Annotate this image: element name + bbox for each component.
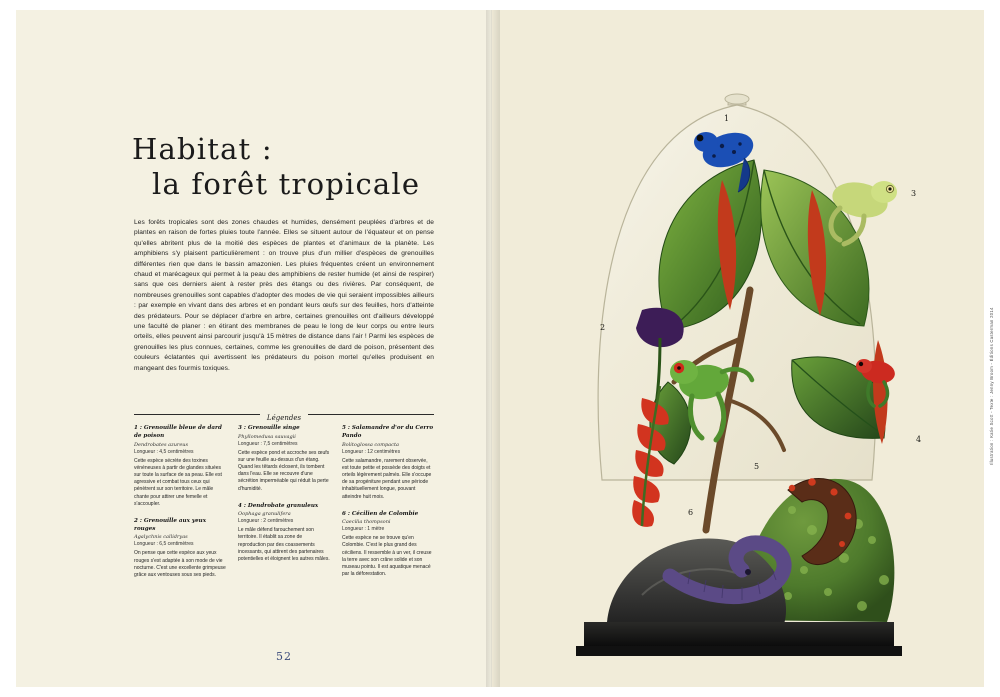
legend-column <box>134 424 227 588</box>
display-base <box>584 622 894 646</box>
salamander-spot <box>845 513 852 520</box>
legend-entry-size: Longueur : 6,5 centimètres <box>134 541 194 548</box>
legend-entry-number: 1 : <box>134 425 142 431</box>
left-page <box>16 10 492 687</box>
callout-1: 1 <box>724 114 730 123</box>
legend-entry-name: Salamandre d'or du Cerro Pando <box>342 425 434 439</box>
callout-5: 5 <box>754 462 760 471</box>
legend-entry-name: Cécilien de Colombie <box>351 510 419 517</box>
legend-entry-name: Dendrobate granuleux <box>247 502 319 509</box>
display-base-plinth <box>576 646 902 656</box>
salamander-spot <box>789 485 795 491</box>
caecilian-eye <box>745 569 751 575</box>
legend-entry-number: 4 : <box>238 502 246 509</box>
legend-entry <box>342 424 435 501</box>
legend-entry-title <box>134 424 227 440</box>
plate-svg <box>492 10 984 687</box>
legend-columns <box>134 424 436 588</box>
legend-entry-size: Longueur : 4,5 centimètres <box>134 448 194 455</box>
salamander-spot <box>839 541 845 547</box>
page-title-line-1: Habitat : <box>132 132 273 166</box>
legend-column <box>342 424 435 588</box>
legend-entry-description: Cette espèce ne se trouve qu'en Colombie. C'est le plus grand des céciliens. Il ressemble à un ver, il creuse la terre avec son crâne solide et son museau pointu. Il est aquatique menacé par la déforestation. <box>342 535 432 578</box>
right-page <box>492 10 994 687</box>
salamander-spot <box>830 488 837 495</box>
legend-entry-scientific: Dendrobates azureus <box>134 441 189 448</box>
page-number: 52 <box>276 650 292 663</box>
legend-entry <box>238 502 331 564</box>
legend-entry-scientific: Phyllomedusa sauvagii <box>238 433 296 440</box>
callout-3: 3 <box>911 189 917 198</box>
page-title-line-2: la forêt tropicale <box>152 167 421 201</box>
legend-entry-scientific: Bolitoglossa compacta <box>342 441 399 448</box>
legend-entry-description: Cette espèce sécrète des toxines vénéneuses à partir de glandes situées sur toute la surface de sa peau. Elle est agressive et combat tous ceux qui pénètrent sur son territoire. Le mâle chante pour attirer une femelle et s'accoupler. <box>134 457 222 507</box>
legend-entry-number: 5 : <box>342 425 350 431</box>
legend-entry-size: Longueur : 7,5 centimètres <box>238 440 298 447</box>
callout-4: 4 <box>916 435 922 444</box>
legend-entry-scientific: Agalychnis callidryas <box>134 534 188 541</box>
legend-entry-description: Cette salamandre, rarement observée, est toute petite et possède des doigts et orteils légèrement palmés. Elle s'occupe de sa progéniture pendant une période inhabituellement longue, pouvant atteindre huit mois. <box>342 457 432 500</box>
legend-entry-title <box>342 424 435 440</box>
illustration-plate <box>492 10 994 687</box>
legend-column <box>238 424 331 588</box>
legend-entry-title <box>134 517 227 533</box>
legend-entry <box>238 424 331 493</box>
legend-entry-size: Longueur : 12 centimètres <box>342 448 401 455</box>
legend-heading-label: Légendes <box>260 414 308 422</box>
legend-entry-number: 2 : <box>134 517 142 524</box>
legend-entry-scientific: Oophaga granulifera <box>238 511 291 518</box>
callout-2: 2 <box>600 323 606 332</box>
callout-6: 6 <box>688 508 694 517</box>
legend-entry-size: Longueur : 1 mètre <box>342 526 385 533</box>
legend-entry <box>134 517 227 579</box>
legend-entry-title <box>238 424 331 432</box>
legend-entry-title <box>342 510 435 518</box>
legend-entry-number: 6 : <box>342 510 350 517</box>
legend-entry-name: Grenouille singe <box>247 425 300 431</box>
legend-entry-name: Grenouille aux yeux rouges <box>134 517 207 532</box>
body-paragraph: Les forêts tropicales sont des zones chaudes et humides, densément peuplées d'arbres et de plantes en raison de fortes pluies toute l'année. Elles se situent autour de l'équateur et on pense qu'elles abritent plus de la moitié des espèces de plantes et d'animaux de la planète. Les amphibiens s'y plaisent particulièrement : on trouve plus d'un millier d'espèces de grenouilles différentes rien que dans le bassin amazonien. Les pluies fréquentes créent un environnement chaud et marécageux qui permet à la peau des amphibiens de rester humide (et ainsi de respirer) sans que ces derniers aient à rester près des étangs ou des rivières. Par conséquent, de nombreuses grenouilles sont capables d'adopter des modes de vie qui seraient impossibles ailleurs : par exemple en vivant dans des arbres et en pondant leurs œufs sur des feuilles, hors d'atteinte des prédateurs. Pour se déplacer d'arbre en arbre, certaines grenouilles ont d'ailleurs développé une faculté de planer : en étirant des membranes de peau le long de leur corps ou entre leurs orteils, elles peuvent ainsi parcourir jusqu'à 15 mètres de distance dans l'air ! Parmi les espèces de grenouilles les plus connues, certaines, comme les grenouilles de dard de poison, présentent des couleurs éclatantes qui avertissent les prédateurs du poison mortel qu'elles produisent en mangeant des fourmis toxiques. <box>134 219 434 372</box>
legend-entry-description: Le mâle défend farouchement son territoire. Il établit sa zone de reproduction par des coassements incessants, qui attirent des partenaires potentielles et éloignent les autres mâles. <box>238 527 330 563</box>
legend-entry-name: Grenouille bleue de dard de poison <box>134 425 222 439</box>
legend-entry-title <box>238 502 331 510</box>
salamander-spot <box>808 478 816 486</box>
legend-entry <box>134 424 227 508</box>
legend-entry <box>342 510 435 579</box>
legend-entry-description: Cette espèce pond et accroche ses œufs sur une feuille au-dessus d'un étang. Quand les têtards éclosent, ils tombent dans l'eau. Elle se recouvre d'une sécrétion imperméable qui réduit la perte d'humidité. <box>238 449 330 492</box>
dome-finial <box>725 94 749 104</box>
illustration-credit: Illustration : Katie Scott - Texte : Jenny Broom - Éditions Casterman 2014 <box>989 307 994 465</box>
legend-entry-description: On pense que cette espèce aux yeux rouges s'est adaptée à son mode de vie nocturne. C'est une excellente grimpeuse grâce aux ventouses sous ses pieds. <box>134 550 226 579</box>
page-title <box>126 132 466 202</box>
legend-entry-size: Longueur : 2 centimètres <box>238 518 294 525</box>
body-text <box>134 218 434 374</box>
legend-entry-scientific: Caecilia thompsoni <box>342 519 391 526</box>
legend-entry-number: 3 : <box>238 425 246 431</box>
left-page-content <box>16 10 492 687</box>
